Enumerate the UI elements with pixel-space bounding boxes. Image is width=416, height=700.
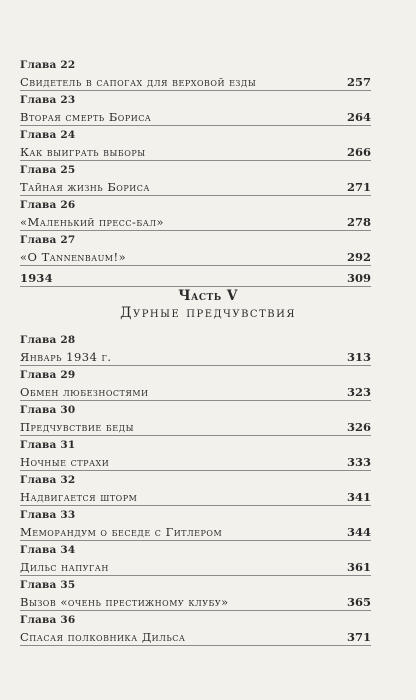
page-number: 278 [346, 215, 371, 229]
toc-row [20, 247, 371, 266]
chapter-title: «Маленький пресс-бал» [20, 215, 165, 229]
toc-row [20, 347, 371, 366]
chapter-title: Дильс напуган [20, 560, 109, 574]
page-number: 292 [346, 250, 371, 264]
part-label: Часть V [178, 288, 238, 304]
toc-row [20, 417, 371, 436]
page-number: 257 [346, 75, 371, 89]
toc-row [20, 382, 371, 401]
toc-entry-chapter-33[interactable] [20, 508, 371, 543]
part-title: Дурные предчувствия [120, 305, 296, 321]
chapter-number: Глава 26 [20, 199, 76, 211]
chapter-title: Свидетель в сапогах для верховой езды [20, 75, 257, 89]
toc-entry-chapter-36[interactable] [20, 613, 371, 648]
chapter-number: Глава 32 [20, 474, 76, 486]
toc-entry-chapter-27[interactable] [20, 233, 371, 268]
chapter-title: Меморандум о беседе с Гитлером [20, 525, 223, 539]
toc-list-part-5 [20, 333, 371, 648]
chapter-number: Глава 25 [20, 164, 76, 176]
toc-row [20, 627, 371, 646]
toc-row [20, 522, 371, 541]
chapter-number: Глава 30 [20, 404, 76, 416]
page-number: 365 [346, 595, 371, 609]
section-title: 1934 [20, 271, 53, 285]
page-number: 371 [346, 630, 371, 644]
part-heading [0, 288, 416, 322]
toc-row [20, 487, 371, 506]
toc-entry-chapter-34[interactable] [20, 543, 371, 578]
toc-entry-chapter-30[interactable] [20, 403, 371, 438]
chapter-number: Глава 27 [20, 234, 76, 246]
chapter-title: Надвигается шторм [20, 490, 138, 504]
chapter-title: Январь 1934 г. [20, 350, 112, 364]
page-number: 341 [346, 490, 371, 504]
chapter-title: Вызов «очень престижному клубу» [20, 595, 229, 609]
toc-row [20, 592, 371, 611]
toc-entry-chapter-22[interactable] [20, 58, 371, 93]
page-number: 326 [346, 420, 371, 434]
toc-entry-chapter-29[interactable] [20, 368, 371, 403]
toc-entry-chapter-23[interactable] [20, 93, 371, 128]
toc-entry-chapter-31[interactable] [20, 438, 371, 473]
toc-row [20, 268, 371, 287]
page-number: 309 [346, 271, 371, 285]
chapter-number: Глава 22 [20, 59, 76, 71]
toc-entry-chapter-25[interactable] [20, 163, 371, 198]
chapter-title: Как выиграть выборы [20, 145, 146, 159]
toc-entry-chapter-26[interactable] [20, 198, 371, 233]
toc-list-part-4 [20, 58, 371, 303]
chapter-title: Предчувствие беды [20, 420, 135, 434]
toc-row [20, 557, 371, 576]
page-number: 266 [346, 145, 371, 159]
chapter-title: Тайная жизнь Бориса [20, 180, 150, 194]
toc-row [20, 72, 371, 91]
chapter-number: Глава 29 [20, 369, 76, 381]
page-number: 264 [346, 110, 371, 124]
chapter-title: Вторая смерть Бориса [20, 110, 152, 124]
toc-row [20, 142, 371, 161]
chapter-number: Глава 23 [20, 94, 76, 106]
chapter-title: Ночные страхи [20, 455, 110, 469]
page-number: 344 [346, 525, 371, 539]
page-number: 333 [346, 455, 371, 469]
page-number: 271 [346, 180, 371, 194]
chapter-number: Глава 34 [20, 544, 76, 556]
page-number: 361 [346, 560, 371, 574]
toc-entry-chapter-32[interactable] [20, 473, 371, 508]
toc-entry-chapter-28[interactable] [20, 333, 371, 368]
chapter-number: Глава 35 [20, 579, 76, 591]
chapter-title: «О Tannenbaum!» [20, 250, 127, 264]
page-number: 323 [346, 385, 371, 399]
toc-row [20, 452, 371, 471]
toc-row [20, 107, 371, 126]
chapter-number: Глава 24 [20, 129, 76, 141]
chapter-number: Глава 28 [20, 334, 76, 346]
toc-row [20, 212, 371, 231]
page-number: 313 [346, 350, 371, 364]
chapter-number: Глава 33 [20, 509, 76, 521]
toc-entry-chapter-24[interactable] [20, 128, 371, 163]
toc-entry-chapter-35[interactable] [20, 578, 371, 613]
chapter-number: Глава 36 [20, 614, 76, 626]
chapter-number: Глава 31 [20, 439, 76, 451]
toc-row [20, 177, 371, 196]
chapter-title: Обмен любезностями [20, 385, 149, 399]
chapter-title: Спасая полковника Дильса [20, 630, 186, 644]
